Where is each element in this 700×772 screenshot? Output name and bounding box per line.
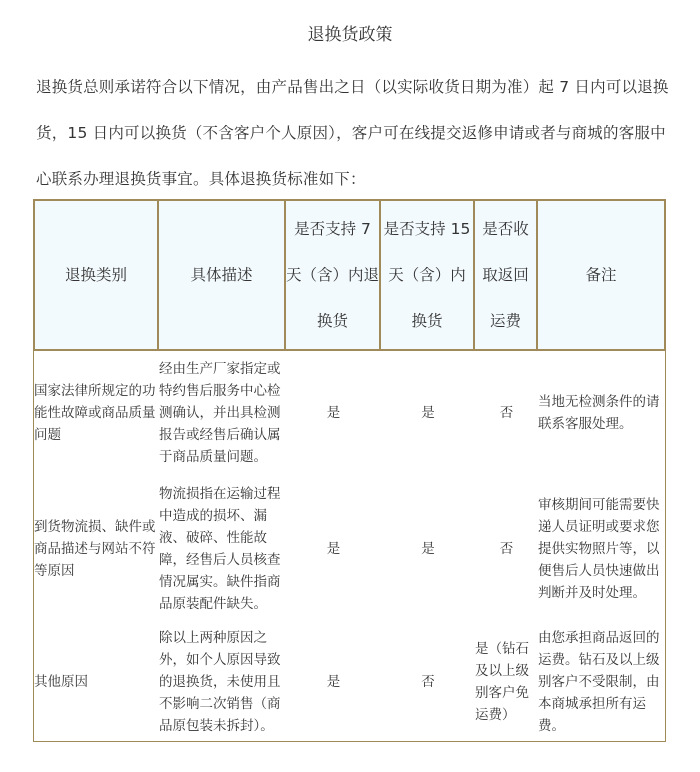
table-row	[33, 623, 666, 742]
cell-category: 国家法律所规定的功能性故障或商品质量问题	[33, 351, 159, 475]
cell-description: 物流损指在运输过程中造成的损坏、漏液、破碎、性能故障，经售后人员核查情况属实。缺件指商品原装配件缺失。	[159, 475, 286, 623]
cell-exchange-15: 是	[381, 475, 475, 623]
cell-note: 审核期间可能需要快递人员证明或要求您提供实物照片等，以便售后人员快速做出判断并及时处理。	[538, 475, 666, 623]
table-body	[33, 351, 666, 742]
cell-category: 到货物流损、缺件或商品描述与网站不符等原因	[33, 475, 159, 623]
cell-return-7: 是	[286, 351, 381, 475]
cell-return-7: 是	[286, 475, 381, 623]
cell-return-7: 是	[286, 623, 381, 742]
cell-description: 经由生产厂家指定或特约售后服务中心检测确认，并出具检测报告或经售后确认属于商品质量问题。	[159, 351, 286, 475]
cell-exchange-15: 是	[381, 351, 475, 475]
header-note: 备注	[538, 199, 666, 351]
table-row	[33, 475, 666, 623]
cell-note: 由您承担商品返回的运费。钻石及以上级别客户不受限制，由本商城承担所有运费。	[538, 623, 666, 742]
return-policy-table	[33, 199, 666, 742]
table-row	[33, 351, 666, 475]
header-shipping-fee: 是否收取返回运费	[475, 199, 538, 351]
cell-note: 当地无检测条件的请联系客服处理。	[538, 351, 666, 475]
cell-exchange-15: 否	[381, 623, 475, 742]
header-category: 退换类别	[33, 199, 159, 351]
cell-shipping-fee: 否	[475, 351, 538, 475]
page-title: 退换货政策	[307, 25, 393, 45]
policy-intro: 退换货总则承诺符合以下情况，由产品售出之日（以实际收货日期为准）起 7 日内可以退换货，15 日内可以换货（不含客户个人原因），客户可在线提交返修申请或者与商城的客服中心联系办理退换货事宜。具体退换货标准如下：	[36, 78, 669, 188]
table-header	[33, 199, 666, 351]
cell-description: 除以上两种原因之外，如个人原因导致的退换货，未使用且不影响二次销售（商品原包装未拆封）。	[159, 623, 286, 742]
header-exchange-15-days: 是否支持 15 天（含）内换货	[381, 199, 475, 351]
cell-shipping-fee: 否	[475, 475, 538, 623]
cell-shipping-fee: 是（钻石及以上级别客户免运费）	[475, 623, 538, 742]
header-description: 具体描述	[159, 199, 286, 351]
table-header-row	[33, 199, 666, 351]
header-return-7-days: 是否支持 7 天（含）内退换货	[286, 199, 381, 351]
cell-category: 其他原因	[33, 623, 159, 742]
